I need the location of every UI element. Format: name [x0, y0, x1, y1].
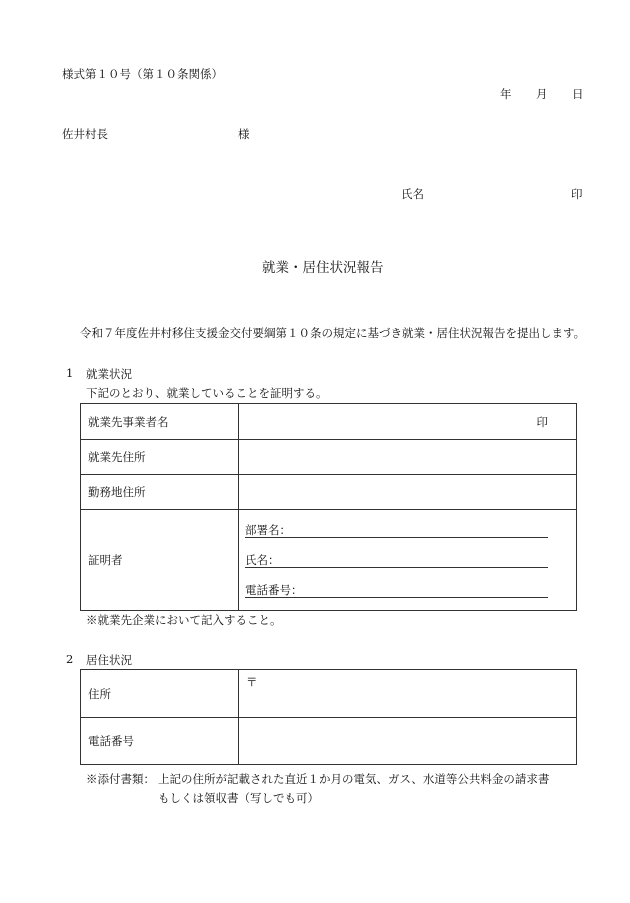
certifier-dept-line[interactable] — [245, 537, 548, 538]
applicant-seal: 印 — [571, 187, 583, 201]
document-title: 就業・居住状況報告 — [262, 260, 384, 276]
date-year: 年 — [500, 87, 512, 101]
certifier-label: 証明者 — [81, 510, 239, 611]
employer-address-label: 就業先住所 — [81, 440, 239, 475]
employer-address-cell[interactable] — [239, 440, 577, 475]
intro-text: 令和７年度佐井村移住支援金交付要綱第１０条の規定に基づき就業・居住状況報告を提出します。 — [80, 326, 586, 340]
residence-table — [80, 669, 577, 765]
table-row — [81, 440, 577, 475]
attachment-line1: 上記の住所が記載された直近１か月の電気、ガス、水道等公共料金の請求書 — [158, 772, 550, 786]
addressee-name: 佐井村長 — [62, 127, 108, 141]
attachment-line2: もしくは領収書（写しでも可） — [158, 791, 319, 805]
work-address-label: 勤務地住所 — [81, 475, 239, 510]
addressee-honorific: 様 — [238, 127, 250, 141]
date-month: 月 — [536, 87, 548, 101]
table-row — [81, 718, 577, 765]
residence-phone-label: 電話番号 — [81, 718, 239, 765]
attachment-label: ※添付書類： — [86, 772, 155, 786]
residence-phone-cell[interactable] — [239, 718, 577, 765]
certifier-phone-label: 電話番号： — [245, 583, 303, 597]
work-address-cell[interactable] — [239, 475, 577, 510]
certifier-phone-line[interactable] — [245, 597, 548, 598]
certifier-name-label: 氏名： — [245, 553, 280, 567]
certifier-name-line[interactable] — [245, 567, 548, 568]
section1-number: 1 — [66, 366, 74, 380]
table-row — [81, 404, 577, 440]
employer-seal: 印 — [536, 414, 548, 429]
employment-note: ※就業先企業において記入すること。 — [86, 613, 282, 627]
table-row — [81, 475, 577, 510]
employer-label: 就業先事業者名 — [81, 404, 239, 440]
table-row — [81, 510, 577, 611]
residence-address-label: 住所 — [81, 670, 239, 718]
applicant-name-label: 氏名 — [401, 187, 424, 201]
certifier-cell[interactable] — [239, 510, 577, 611]
postal-mark: 〒 — [246, 675, 258, 689]
employer-cell[interactable] — [239, 404, 577, 440]
section2-heading: 居住状況 — [86, 653, 132, 667]
date-day: 日 — [572, 87, 584, 101]
section1-heading: 就業状況 — [86, 367, 132, 381]
table-row — [81, 670, 577, 718]
employment-table — [80, 403, 577, 611]
form-number: 様式第１０号（第１０条関係） — [62, 67, 223, 81]
residence-address-cell[interactable] — [239, 670, 577, 718]
section2-number: 2 — [66, 652, 74, 666]
section1-subtitle: 下記のとおり、就業していることを証明する。 — [86, 386, 328, 400]
certifier-dept-label: 部署名： — [245, 523, 291, 537]
